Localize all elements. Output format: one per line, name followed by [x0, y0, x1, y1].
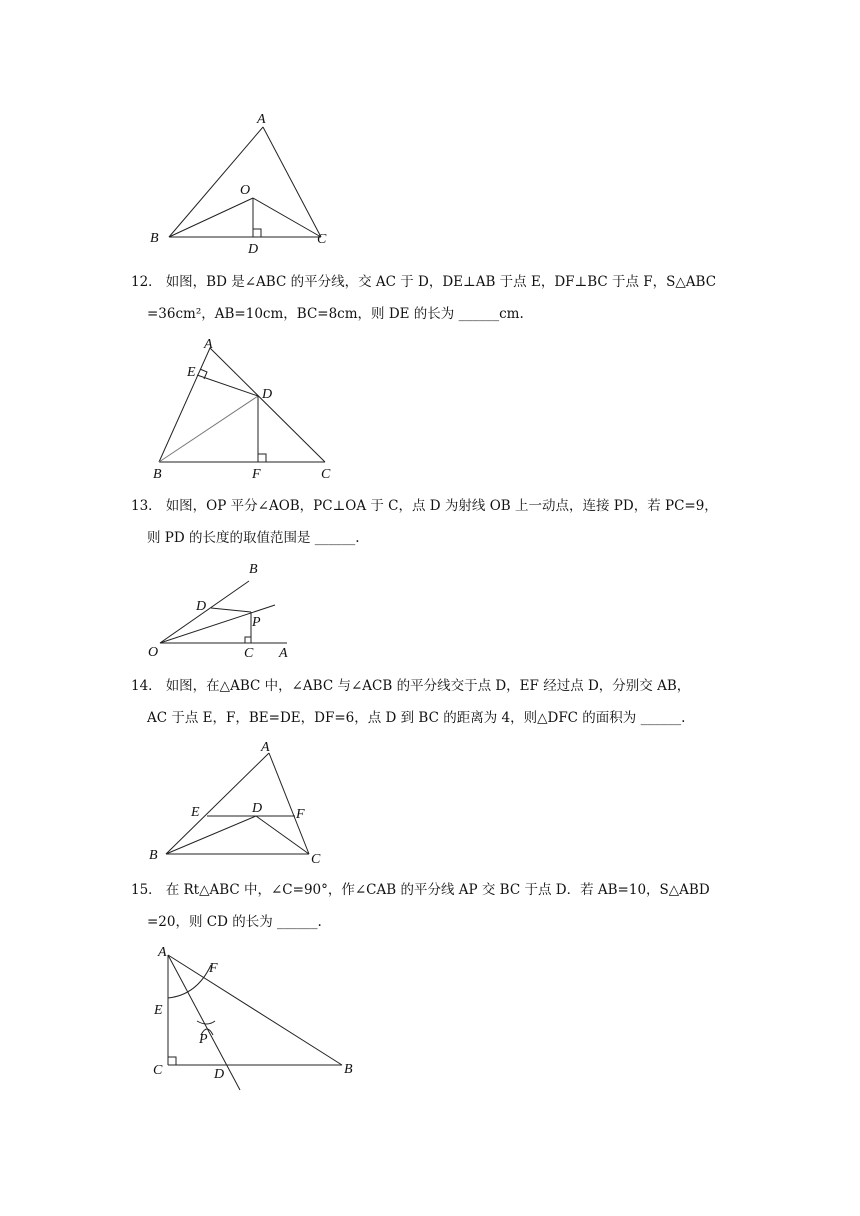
label-e: E	[154, 1003, 163, 1018]
label-b: B	[149, 848, 158, 863]
label-o: O	[148, 645, 159, 660]
right-angle-mark	[253, 229, 261, 237]
label-c: C	[317, 232, 327, 247]
label-f: F	[252, 467, 261, 482]
edge-ab	[168, 955, 342, 1065]
question-14-line2: AC 于点 E，F，BE=DE，DF=6，点 D 到 BC 的距离为 4，则△DFC 的面积为 ______.	[147, 710, 686, 726]
label-d: D	[214, 1067, 225, 1082]
label-d: D	[252, 801, 263, 816]
segment-de	[197, 375, 258, 396]
figure-q11	[140, 105, 340, 257]
question-15-line2: =20，则 CD 的长为 ______.	[147, 914, 322, 930]
figure-q12	[145, 330, 355, 485]
figure-q15	[145, 935, 365, 1095]
arc-ef	[168, 965, 211, 998]
label-a: A	[158, 945, 167, 960]
label-b: B	[150, 231, 159, 246]
question-14	[131, 670, 741, 734]
question-13-line2: 则 PD 的长度的取值范围是 ______.	[147, 530, 360, 546]
question-12-line2: =36cm²，AB=10cm，BC=8cm，则 DE 的长为 ______cm.	[147, 306, 524, 322]
label-d: D	[262, 387, 273, 402]
label-a: A	[257, 112, 266, 127]
label-c: C	[153, 1063, 163, 1078]
figure-q13	[145, 560, 295, 660]
label-b: B	[344, 1062, 353, 1077]
figure-q14	[145, 735, 335, 865]
label-a: A	[279, 646, 288, 661]
label-e: E	[187, 365, 196, 380]
question-13	[131, 490, 741, 554]
question-12-line1: 12． 如图，BD 是∠ABC 的平分线，交 AC 于 D，DE⊥AB 于点 E，DF⊥BC 于点 F，S△ABC	[131, 274, 717, 290]
question-14-line1: 14． 如图，在△ABC 中，∠ABC 与∠ACB 的平分线交于点 D，EF 经过点 D，分别交 AB，	[131, 678, 691, 694]
segment-ob	[169, 198, 253, 237]
label-f: F	[296, 807, 305, 822]
label-o: O	[240, 183, 251, 198]
right-angle-mark	[168, 1057, 176, 1065]
question-12	[131, 266, 741, 330]
label-b: B	[153, 467, 162, 482]
edge-ac	[210, 348, 325, 462]
segment-dp	[211, 608, 251, 612]
label-c: C	[244, 646, 254, 661]
edge-ab	[169, 127, 263, 237]
label-d: D	[196, 599, 207, 614]
segment-bd	[166, 816, 256, 854]
question-15-line1: 15． 在 Rt△ABC 中，∠C=90°，作∠CAB 的平分线 AP 交 BC 于点 D．若 AB=10，S△ABD	[131, 882, 710, 898]
label-a: A	[204, 337, 213, 352]
right-angle-mark-f	[258, 454, 266, 462]
right-angle-mark	[245, 637, 251, 643]
label-p: P	[252, 615, 261, 630]
label-c: C	[311, 852, 321, 867]
label-a: A	[261, 740, 270, 755]
edge-ac	[269, 753, 309, 854]
question-15	[131, 874, 741, 938]
label-e: E	[191, 805, 200, 820]
label-c: C	[321, 467, 331, 482]
label-p: P	[199, 1032, 208, 1047]
label-b: B	[249, 562, 258, 577]
question-13-line1: 13． 如图，OP 平分∠AOB，PC⊥OA 于 C，点 D 为射线 OB 上一动点，连接 PD，若 PC=9，	[131, 498, 718, 514]
label-f: F	[209, 961, 218, 976]
arc-p-1	[197, 1021, 215, 1024]
label-d: D	[248, 242, 259, 257]
bisector-ap	[168, 955, 240, 1090]
